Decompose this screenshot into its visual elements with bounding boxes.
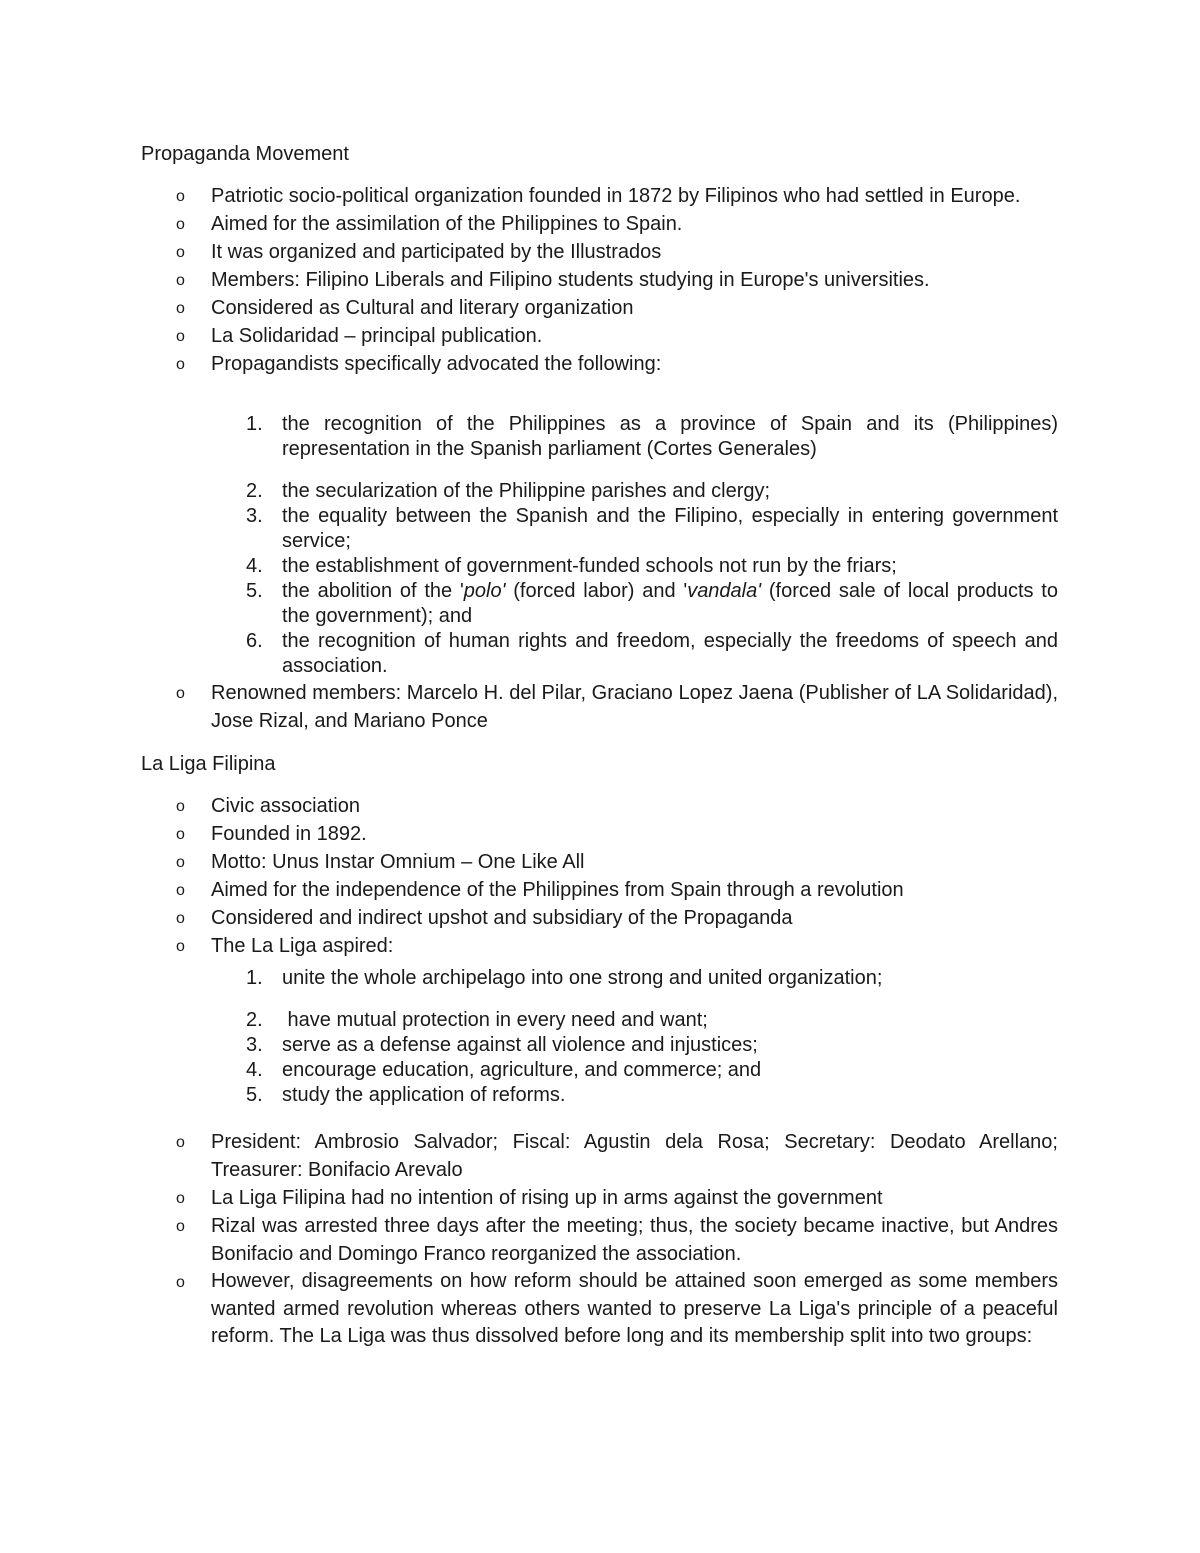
list-item: o Rizal was arrested three days after the meeting; thus, the society became inactive, but Andres Bonifacio and Domingo Franco reorganized the association. (0, 1212, 1058, 1268)
numbered-item: 4. encourage education, agriculture, and commerce; and (246, 1059, 762, 1081)
section-heading-la-liga: La Liga Filipina (141, 753, 276, 775)
list-item: o Aimed for the independence of the Philippines from Spain through a revolution (0, 876, 1058, 904)
bullet-marker: o (176, 685, 185, 702)
list-item: o Aimed for the assimilation of the Philippines to Spain. (0, 210, 1058, 238)
bullet-marker: o (176, 1134, 185, 1151)
list-item: o La Solidaridad – principal publication. (0, 322, 1058, 350)
bullet-marker: o (176, 216, 185, 233)
propaganda-members-bullet (0, 679, 1200, 735)
list-item: o Members: Filipino Liberals and Filipino students studying in Europe's universities. (0, 266, 1058, 294)
section-heading-propaganda: Propaganda Movement (141, 143, 349, 165)
list-item: o Considered and indirect upshot and subsidiary of the Propaganda (0, 904, 1058, 932)
la-liga-later-bullets (0, 1128, 1200, 1351)
bullet-marker: o (176, 356, 185, 373)
numbered-item: 5. study the application of reforms. (246, 1084, 566, 1106)
bullet-marker: o (176, 910, 185, 927)
list-item: o Propagandists specifically advocated the following: (0, 350, 1058, 378)
list-item: o The La Liga aspired: (0, 932, 1058, 960)
numbered-item: 6. the recognition of human rights and freedom, especially the freedoms of speech and association. (246, 630, 1058, 677)
bullet-marker: o (176, 188, 185, 205)
bullet-marker: o (176, 328, 185, 345)
la-liga-bullet-list (0, 792, 1200, 960)
aspirations-list (0, 966, 1200, 1108)
bullet-marker: o (176, 1218, 185, 1235)
numbered-item: 1. the recognition of the Philippines as a province of Spain and its (Philippines) representation in the Spanish parliament (Cortes Generales) (246, 413, 1058, 460)
bullet-marker: o (176, 300, 185, 317)
list-item: o However, disagreements on how reform should be attained soon emerged as some members wanted armed revolution whereas others wanted to preserve La Liga's principle of a peaceful reform. The La Liga was thus dissolved before long and its membership split into two groups: (176, 1270, 1058, 1347)
bullet-marker: o (176, 1190, 185, 1207)
bullet-marker: o (176, 798, 185, 815)
numbered-item: 2. the secularization of the Philippine parishes and clergy; (246, 480, 771, 502)
bullet-marker: o (176, 1274, 185, 1291)
numbered-item: 2. have mutual protection in every need and want; (246, 1009, 708, 1031)
list-item: o Renowned members: Marcelo H. del Pilar, Graciano Lopez Jaena (Publisher of LA Solidaridad), Jose Rizal, and Mariano Ponce (0, 679, 1058, 735)
bullet-marker: o (176, 882, 185, 899)
bullet-marker: o (176, 938, 185, 955)
numbered-item: 5. the abolition of the 'polo' (forced labor) and 'vandala' (forced sale of local products to the government); and (246, 580, 1058, 627)
bullet-marker: o (176, 244, 185, 261)
bullet-marker: o (176, 854, 185, 871)
bullet-marker: o (176, 272, 185, 289)
list-item: o La Liga Filipina had no intention of rising up in arms against the government (0, 1184, 1058, 1212)
list-item: o It was organized and participated by the Illustrados (0, 238, 1058, 266)
list-item: o President: Ambrosio Salvador; Fiscal: Agustin dela Rosa; Secretary: Deodato Arellano; Treasurer: Bonifacio Arevalo (0, 1128, 1058, 1184)
propaganda-bullet-list (0, 182, 1200, 378)
list-item: o Civic association (0, 792, 1058, 820)
numbered-item: 4. the establishment of government-funded schools not run by the friars; (246, 555, 897, 577)
list-item: o Motto: Unus Instar Omnium – One Like All (0, 848, 1058, 876)
numbered-item: 1. unite the whole archipelago into one strong and united organization; (246, 967, 883, 989)
numbered-item: 3. the equality between the Spanish and the Filipino, especially in entering government service; (246, 505, 1058, 552)
list-item: o Patriotic socio-political organization founded in 1872 by Filipinos who had settled in Europe. (0, 182, 1058, 210)
list-item: o Founded in 1892. (0, 820, 1058, 848)
bullet-marker: o (176, 826, 185, 843)
list-item: o Considered as Cultural and literary organization (0, 294, 1058, 322)
numbered-item: 3. serve as a defense against all violence and injustices; (246, 1034, 758, 1056)
advocacies-list (0, 412, 1200, 679)
